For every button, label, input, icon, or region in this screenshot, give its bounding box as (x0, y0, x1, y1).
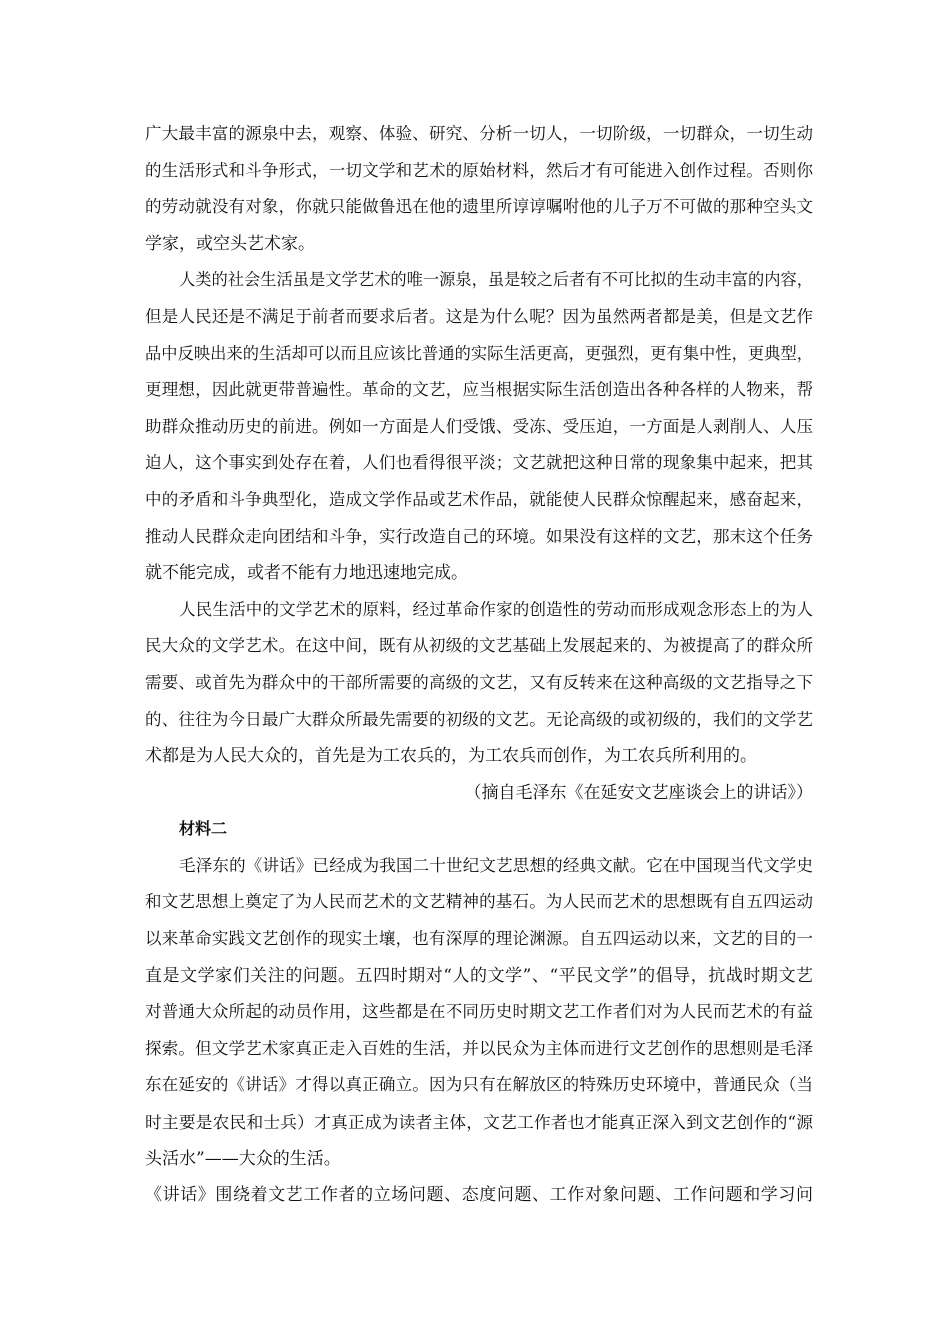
text-line: 的生活形式和斗争形式，一切文学和艺术的原始材料，然后才有可能进入创作过程。否则你 (145, 160, 813, 180)
paragraph (145, 592, 813, 775)
text-line: 但是人民还是不满足于前者而要求后者。这是为什么呢？因为虽然两者都是美，但是文艺作 (145, 306, 813, 326)
text-line: 迫人，这个事实到处存在着，人们也看得很平淡；文艺就把这种日常的现象集中起来，把其 (145, 453, 813, 473)
text-line: 需要、或首先为群众中的干部所需要的高级的文艺，又有反转来在这种高级的文艺指导之下 (145, 672, 813, 692)
text-line: 更理想，因此就更带普遍性。革命的文艺，应当根据实际生活创造出各种各样的人物来，帮 (145, 380, 813, 400)
text-line: 的劳动就没有对象，你就只能做鲁迅在他的遗里所谆谆嘱咐他的儿子万不可做的那种空头文 (145, 197, 813, 217)
text-line: 推动人民群众走向团结和斗争，实行改造自己的环境。如果没有这样的文艺，那末这个任务 (145, 526, 813, 546)
text-line: 探索。但文学艺术家真正走入百姓的生活，并以民众为主体而进行文艺创作的思想则是毛泽 (145, 1038, 813, 1058)
paragraph (145, 116, 813, 262)
text-line: 《讲话》围绕着文艺工作者的立场问题、态度问题、工作对象问题、工作问题和学习问 (145, 1185, 813, 1206)
text-line: 的、往往为今日最广大群众所最先需要的初级的文艺。无论高级的或初级的，我们的文学艺 (145, 709, 813, 729)
text-line: 东在延安的《讲话》才得以真正确立。因为只有在解放区的特殊历史环境中，普通民众（当 (145, 1075, 813, 1095)
paragraph (145, 848, 813, 1177)
text-line: 和文艺思想上奠定了为人民而艺术的文艺精神的基石。为人民而艺术的思想既有自五四运动 (145, 892, 813, 912)
text-line: 人民生活中的文学艺术的原料，经过革命作家的创造性的劳动而形成观念形态上的为人 (179, 599, 813, 619)
text-line: 直是文学家们关注的问题。五四时期对“人的文学”、“平民文学”的倡导，抗战时期文艺 (145, 965, 813, 986)
text-line: 中的矛盾和斗争典型化，造成文学作品或艺术作品，就能使人民群众惊醒起来，感奋起来， (145, 489, 813, 509)
text-line: 毛泽东的《讲话》已经成为我国二十世纪文艺思想的经典文献。它在中国现当代文学史 (179, 855, 813, 875)
text-line: 品中反映出来的生活却可以而且应该比普通的实际生活更高，更强烈，更有集中性，更典型， (145, 343, 813, 363)
text-line: 民大众的文学艺术。在这中间，既有从初级的文艺基础上发展起来的、为被提高了的群众所 (145, 636, 813, 656)
text-line: 助群众推动历史的前进。例如一方面是人们受饿、受冻、受压迫，一方面是人剥削人、人压 (145, 416, 813, 436)
text-line: 时主要是农民和士兵）才真正成为读者主体，文艺工作者也才能真正深入到文艺创作的“源 (145, 1112, 813, 1133)
paragraph (145, 1177, 813, 1214)
text-line: 学家，或空头艺术家。 (145, 233, 315, 254)
text-line: 就不能完成，或者不能有力地迅速地完成。 (145, 563, 468, 584)
text-line: 术都是为人民大众的，首先是为工农兵的，为工农兵而创作，为工农兵所利用的。 (145, 746, 757, 767)
citation: （摘自毛泽东《在延安文艺座谈会上的讲话》） (464, 782, 813, 803)
document-body (145, 116, 813, 1214)
paragraph (145, 262, 813, 591)
text-line: 对普通大众所起的动员作用，这些都是在不同历史时期文艺工作者们对为人民而艺术的有益 (145, 1002, 813, 1022)
text-line: 人类的社会生活虽是文学艺术的唯一源泉，虽是较之后者有不可比拟的生动丰富的内容， (179, 270, 813, 290)
section-heading: 材料二 (179, 819, 228, 839)
text-line: 以来革命实践文艺创作的现实土壤，也有深厚的理论渊源。自五四运动以来，文艺的目的一 (145, 929, 813, 949)
text-line: 广大最丰富的源泉中去，观察、体验、研究、分析一切人，一切阶级，一切群众，一切生动 (145, 124, 813, 143)
text-line: 头活水”——大众的生活。 (145, 1148, 341, 1169)
